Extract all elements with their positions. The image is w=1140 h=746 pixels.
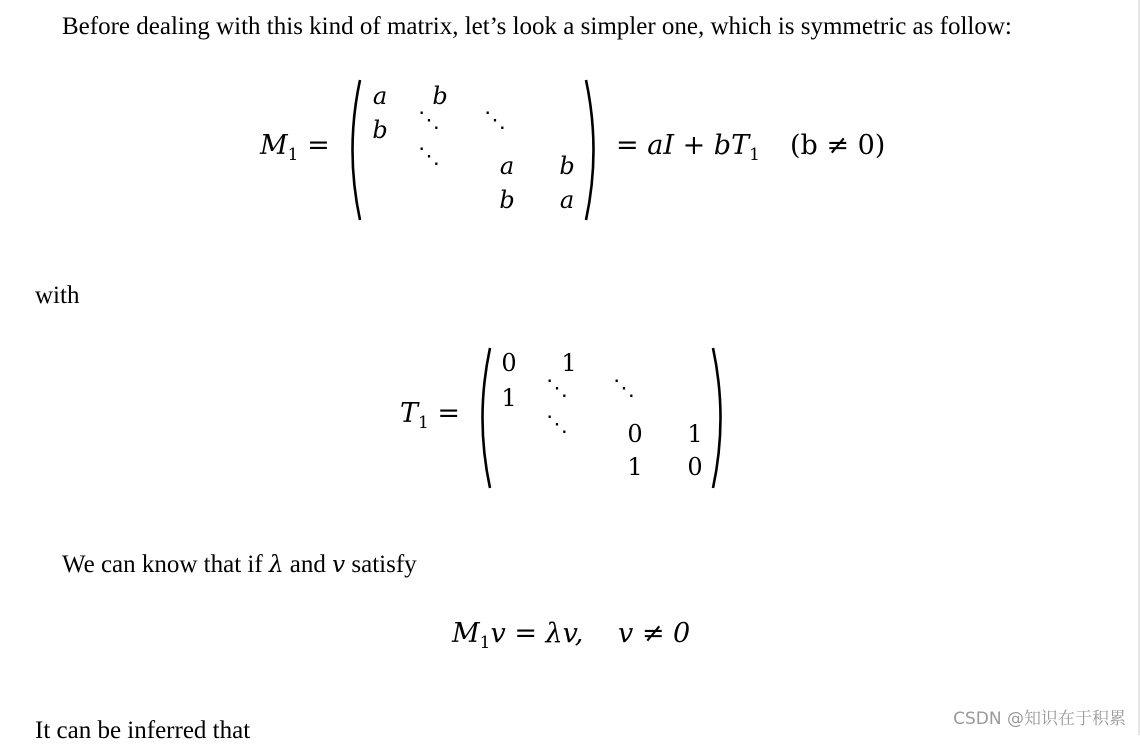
m1-cell: a [559,186,575,214]
paragraph-with: with [35,282,80,309]
t1-cell: 1 [501,384,517,412]
m1-ddots: ⋱ [484,108,508,133]
m1-left-paren [343,78,363,222]
m1-condition: (b ≠ 0) [790,130,886,161]
m1-cell: b [499,186,515,214]
paragraph-condition: We can know that if λ and v satisfy [62,551,417,578]
t1-lhs: $T_1$ = [400,398,461,433]
t1-ddots: ⋱ [546,412,570,437]
m1-ddots: ⋱ [418,144,442,169]
csdn-watermark: CSDN @知识在于积累 [953,709,1126,729]
t1-ddots: ⋱ [613,376,637,401]
paragraph-intro: Before dealing with this kind of matrix, let’s look a simpler one, which is symmetric as follow: [62,13,1012,40]
m1-cell: b [559,152,575,180]
t1-cell: 1 [561,349,577,377]
m1-cell: b [372,116,388,144]
t1-ddots: ⋱ [546,376,570,401]
t1-cell: 0 [501,349,517,377]
t1-cell: 1 [687,420,703,448]
m1-cell: a [499,152,515,180]
t1-right-paren [710,346,730,490]
m1-lhs: $M_1$ = [260,130,330,165]
m1-cell: b [432,82,448,110]
m1-rhs: = aI + $bT_1$ [616,130,760,165]
eigen-condition: v ≠ 0 [618,618,691,649]
t1-cell: 1 [627,453,643,481]
m1-ddots: ⋱ [418,108,442,133]
t1-cell: 0 [627,420,643,448]
m1-cell: a [372,82,388,110]
t1-cell: 0 [687,453,703,481]
paragraph-inferred: It can be inferred that [35,717,251,744]
eigen-equation: $M_1v = \lambda v$, [452,618,584,653]
t1-left-paren [473,346,493,490]
m1-right-paren [583,78,603,222]
